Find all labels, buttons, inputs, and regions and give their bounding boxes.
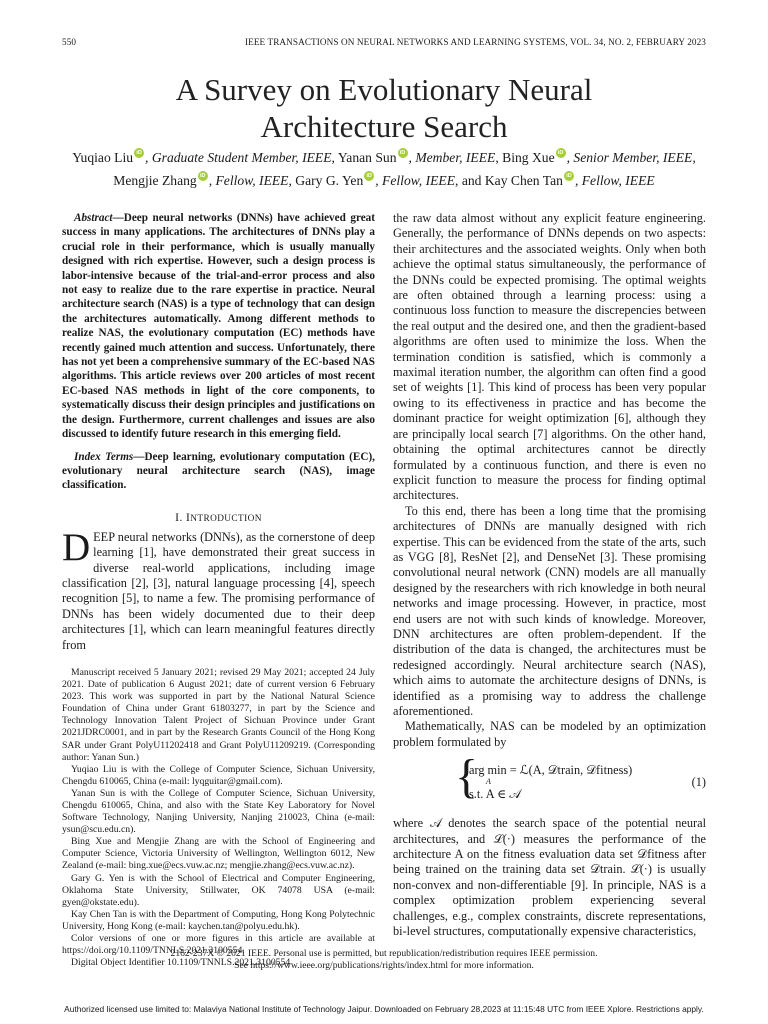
author-name: , and Kay Chen Tan	[455, 173, 563, 188]
author-name: , Bing Xue	[495, 150, 555, 165]
equation-constraint: s.t. A ∈ 𝒜	[469, 787, 521, 802]
intro-text: EEP neural networks (DNNs), as the cornerstone of deep learning [1], have demonstrated their great success in diverse real-world applications, including image classification [2], [3], natural language processing [4], speech recognition [5], to name a few. The promising performance of DNNs has been widely documented due to their deep architectures [1], which can learn meaningful features directly from	[62, 529, 375, 652]
authorized-use-notice: Authorized licensed use limited to: Malaviya National Institute of Technology Jaipur. Downloaded on February 28,2023 at 11:15:48 UTC from IEEE Xplore. Restrictions apply.	[64, 1004, 704, 1014]
equation-1	[393, 750, 706, 806]
section-title-rest: NTRODUCTION	[190, 513, 262, 524]
abstract-label: Abstract	[74, 212, 113, 224]
copyright-line-1: 2162-237X © 2021 IEEE. Personal use is permitted, but republication/redistribution requires IEEE permission.	[170, 948, 598, 959]
left-column	[62, 211, 375, 969]
author-name: , Gary G. Yen	[288, 173, 364, 188]
orcid-icon[interactable]	[198, 171, 208, 181]
section-number: I.	[175, 510, 187, 524]
equation-brace: {	[455, 750, 479, 804]
footnote-color: Color versions of one or more figures in this article are available at https://doi.org/10.1109/TNNLS.2021.3100554.	[62, 933, 375, 957]
index-terms	[62, 450, 375, 493]
orcid-icon[interactable]	[556, 148, 566, 158]
equation-objective: arg min = ℒ(A, 𝒟train, 𝒟fitness)	[469, 763, 633, 778]
author-name: Yuqiao Liu	[72, 150, 134, 165]
author-role: , Graduate Student Member, IEEE	[145, 150, 332, 165]
footnote-affiliation: Yuqiao Liu is with the College of Computer Science, Sichuan University, Chengdu 610065, China (e-mail: lyqguitar@gmail.com).	[62, 763, 375, 787]
footnotes	[62, 667, 375, 969]
footnote-affiliation: Bing Xue and Mengjie Zhang are with the School of Engineering and Computer Science, Victoria University of Wellington, Wellington 6012, New Zealand (e-mail: bing.xue@ecs.vuw.ac.nz; mengjie.zhang@ecs.vuw.ac.nz).	[62, 836, 375, 872]
index-terms-text: —Deep learning, evolutionary computation (EC), evolutionary neural architecture search (NAS), image classification.	[62, 450, 375, 492]
orcid-icon[interactable]	[364, 171, 374, 181]
orcid-icon[interactable]	[564, 171, 574, 181]
intro-paragraph	[62, 525, 375, 653]
author-role: , Fellow, IEEE	[208, 173, 289, 188]
body-paragraph: Mathematically, NAS can be modeled by an optimization problem formulated by	[393, 719, 706, 749]
footnote-manuscript: Manuscript received 5 January 2021; revised 29 May 2021; accepted 24 July 2021. Date of publication 6 August 2021; date of current version 6 February 2023. This work was supported in part by the National Natural Science Foundation of China under Grant 61803277, in part by the Science and Technology Innovation Talent Project of Sichuan Province under Grant 2021JDRC0001, and in part by the Research Grants Council of the Hong Kong SAR under Grant PolyU11202418 and Grant PolyU11209219. (Corresponding author: Yanan Sun.)	[62, 666, 375, 763]
drop-cap: D	[62, 525, 91, 569]
abstract-text: —Deep neural networks (DNNs) have achieved great success in many applications. The architectures of DNNs play a crucial role in their performance, which is usually manually designed with rich expertise. However, such a design process is labor-intensive because of the trial-and-error process and also not easy to realize due to the rare expertise in practice. Neural architecture search (NAS) is a type of technology that can design the architectures automatically. Among different methods to realize NAS, the evolutionary computation (EC) methods have recently gained much attention and success. Unfortunately, there has not yet been a comprehensive summary of the EC-based NAS algorithms. This article reviews over 200 articles of most recent EC-based NAS methods in light of the core components, to systematically discuss their design principles and justifications on the design. Furthermore, current challenges and issues are also discussed to identify future research in this emerging field.	[62, 212, 375, 441]
section-title-initial: I	[186, 510, 191, 524]
right-column	[393, 211, 706, 939]
body-paragraph: where 𝒜 denotes the search space of the potential neural architectures, and ℒ(·) measures the performance of the architecture A on the fitness evaluation data set 𝒟fitness after being trained on the training data set 𝒟train. ℒ(·) is usually non-convex and non-differentiable [9]. In principle, NAS is a complex optimization problem experiencing several challenges, e.g., complex constraints, discrete representations, bi-level structures, computationally expensive characteristics,	[393, 816, 706, 939]
footnote-doi: Digital Object Identifier 10.1109/TNNLS.2021.3100554	[71, 957, 291, 969]
copyright-line-2: See https://www.ieee.org/publications/rights/index.html for more information.	[234, 960, 534, 971]
author-line-1	[0, 148, 768, 166]
author-role: , Fellow, IEEE	[574, 173, 655, 188]
author-role: , Fellow, IEEE	[375, 173, 456, 188]
orcid-icon[interactable]	[398, 148, 408, 158]
title-line-2: Architecture Search	[260, 109, 508, 144]
author-name: , Yanan Sun	[331, 150, 397, 165]
index-terms-label: Index Terms	[74, 450, 134, 463]
author-role: , Member, IEEE	[408, 150, 496, 165]
paper-title	[0, 71, 768, 145]
section-heading	[62, 511, 375, 524]
footnote-affiliation: Kay Chen Tan is with the Department of Computing, Hong Kong Polytechnic University, Hong Kong (e-mail: kaychen.tan@polyu.edu.hk).	[62, 908, 375, 932]
running-head: IEEE TRANSACTIONS ON NEURAL NETWORKS AND LEARNING SYSTEMS, VOL. 34, NO. 2, FEBRUARY 2023	[244, 37, 706, 47]
copyright-notice	[0, 948, 768, 972]
body-paragraph: the raw data almost without any explicit feature engineering. Generally, the performance of DNNs depends on two aspects: their architectures and the associated weights. Only when both achieve the optimal status simultaneously, the performance of the DNNs could be expected promising. The optimal weights are often obtained through a learning process: using a continuous loss function to measure the discrepencies between the real output and the desired one, and then the gradient-based algorithms are often used to minimize the loss. When the termination condition is satisfied, which is commonly a maximal iteration number, the algorithm can often find a good set of weights [1]. This kind of process has been very popular owing to its effectiveness in practice and has become the dominant practice for weight optimization [6], although they are principally local search [7] algorithms. On the other hand, obtaining the optimal architectures cannot be directly formulated by a continuous function, and there is even no explicit function to measure the process for finding optimal architectures.	[393, 211, 706, 503]
page-number: 550	[62, 37, 77, 47]
title-line-1: A Survey on Evolutionary Neural	[175, 72, 593, 107]
body-paragraph: To this end, there has been a long time that the promising architectures of DNNs are manually designed with rich expertise. This can be evidenced from the state of the arts, such as VGG [8], ResNet [2], and DenseNet [3]. These promising convolutional neural network (CNN) models are all manually designed by the researchers with rich knowledge in both neural networks and image processing. However, in practice, most end users are not with such kinds of knowledge. Moreover, DNN architectures are often problem-dependent. If the distribution of the data is changed, the architectures must be redesigned accordingly. Neural architecture search (NAS), which aims to automate the architecture designs of DNNs, is identified as a promising way to address the challenge aforementioned.	[393, 503, 706, 718]
orcid-icon[interactable]	[134, 148, 144, 158]
abstract	[62, 211, 375, 442]
author-line-2	[0, 171, 768, 189]
author-role: , Senior Member, IEEE,	[566, 150, 696, 165]
footnote-affiliation: Yanan Sun is with the College of Computer Science, Sichuan University, Chengdu 610065, China, and also with the State Key Laboratory for Novel Software Technology, Nanjing University, Nanjing 210023, China (e-mail: ysun@scu.edu.cn).	[62, 787, 375, 836]
equation-number: (1)	[691, 775, 706, 790]
author-name: Mengjie Zhang	[113, 173, 197, 188]
equation-argmin-subscript: A	[486, 777, 491, 787]
footnote-affiliation: Gary G. Yen is with the School of Electrical and Computer Engineering, Oklahoma State University, Stillwater, OK 74078 USA (e-mail: gyen@okstate.edu).	[62, 872, 375, 908]
